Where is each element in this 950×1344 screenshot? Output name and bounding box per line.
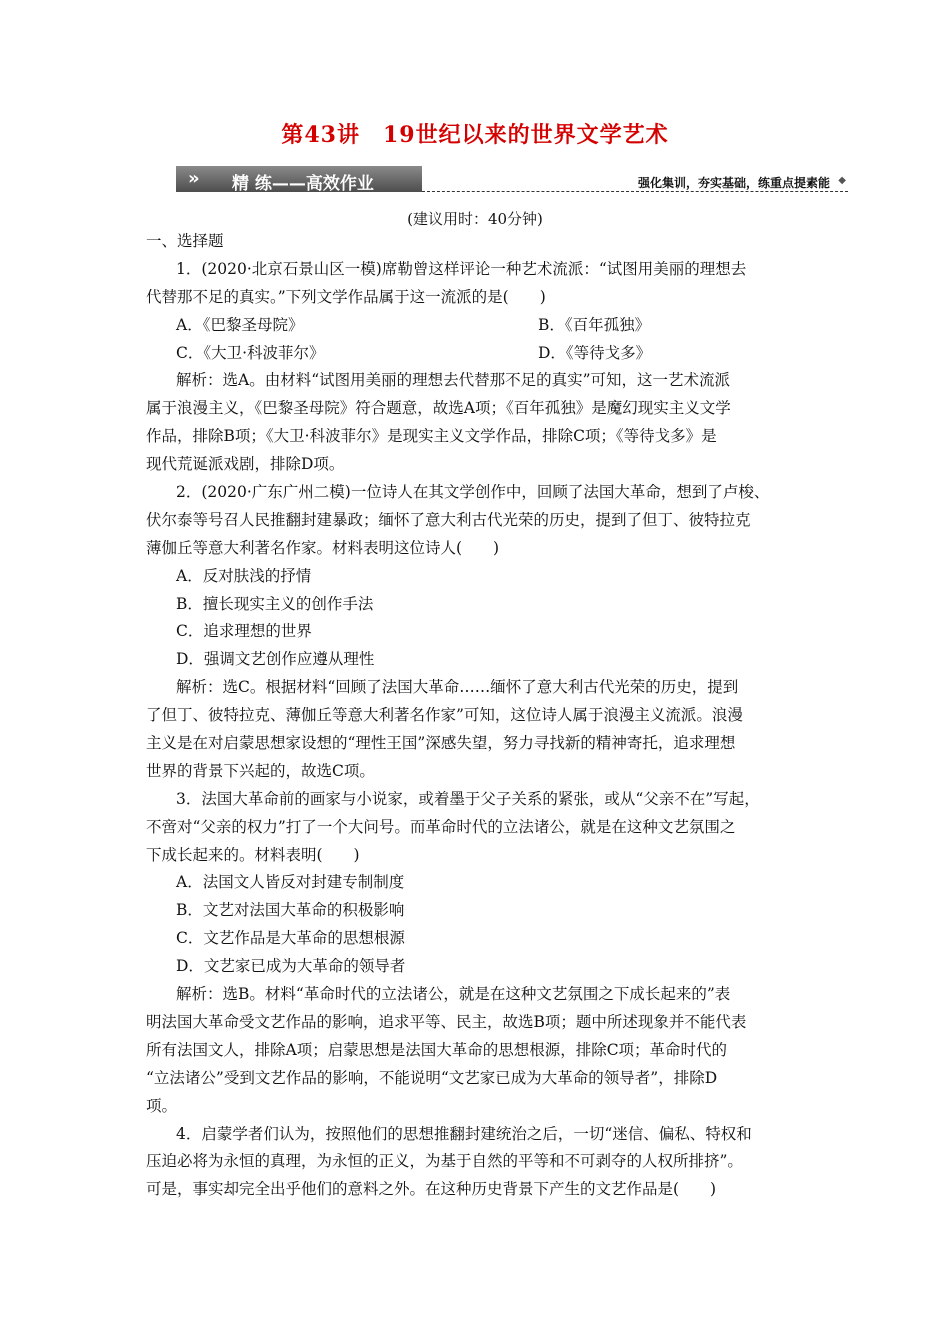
question-stem-line: 伏尔泰等号召人民推翻封建暴政；缅怀了意大利古代光荣的历史，提到了但丁、彼特拉克 (146, 510, 751, 529)
lesson-title: 第43讲 19世纪以来的世界文学艺术 (281, 122, 669, 148)
question-stem-line: 4．启蒙学者们认为，按照他们的思想推翻封建统治之后，一切“迷信、偏私、特权和 (176, 1124, 752, 1143)
option-a: A．法国文人皆反对封建专制制度 (176, 873, 405, 892)
chevron-right-icon: » (188, 168, 200, 189)
banner-label-box (176, 166, 422, 192)
exercise-content (146, 228, 806, 1204)
option-d: D．文艺家已成为大革命的领导者 (176, 957, 406, 976)
option-b: B．《百年孤独》 (538, 315, 651, 334)
analysis-line: 现代荒诞派戏剧，排除D项。 (146, 455, 345, 474)
option-a: A．《巴黎圣母院》 (176, 315, 304, 334)
practice-banner (176, 166, 848, 194)
option-row (146, 340, 806, 368)
banner-slogan: 强化集训，夯实基础，练重点提素能 (637, 176, 830, 190)
question-stem-line: 下成长起来的。材料表明( ) (146, 845, 360, 864)
analysis-line: 解析：选C。根据材料“回顾了法国大革命……缅怀了意大利古代光荣的历史，提到 (176, 678, 739, 697)
analysis-line: 解析：选B。材料“革命时代的立法诸公，就是在这种文艺氛围之下成长起来的”表 (176, 985, 731, 1004)
analysis-line: 所有法国文人，排除A项；启蒙思想是法国大革命的思想根源，排除C项；革命时代的 (146, 1040, 728, 1059)
question-1 (146, 256, 806, 479)
analysis-line: 属于浪漫主义，《巴黎圣母院》符合题意，故选A项；《百年孤独》是魔幻现实主义文学 (146, 399, 731, 418)
analysis-line: 主义是在对启蒙思想家设想的“理性王国”深感失望，努力寻找新的精神寄托，追求理想 (146, 734, 736, 753)
diamond-icon: ◆ (838, 175, 846, 186)
question-stem-line: 压迫必将为永恒的真理，为永恒的正义，为基于自然的平等和不可剥夺的人权所排挤”。 (146, 1152, 743, 1171)
analysis-line: 解析：选A。由材料“试图用美丽的理想去代替那不足的真实”可知，这一艺术流派 (176, 371, 731, 390)
option-a: A．反对肤浅的抒情 (176, 566, 312, 585)
option-b: B．文艺对法国大革命的积极影响 (176, 901, 405, 920)
analysis-line: 世界的背景下兴起的，故选C项。 (146, 761, 375, 780)
question-2 (146, 479, 806, 786)
section-heading: 一、选择题 (146, 232, 224, 250)
question-3 (146, 786, 806, 1121)
question-stem-line: 1．(2020·北京石景山区一模)席勒曾这样评论一种艺术流派：“试图用美丽的理想去 (176, 259, 747, 278)
question-stem-line: 3．法国大革命前的画家与小说家，或着墨于父子关系的紧张，或从“父亲不在”写起， (176, 789, 760, 808)
option-d: D．《等待戈多》 (538, 343, 652, 362)
analysis-line: 了但丁、彼特拉克、薄伽丘等意大利著名作家”可知，这位诗人属于浪漫主义流派。浪漫 (146, 706, 743, 725)
question-stem-line: 代替那不足的真实。”下列文学作品属于这一流派的是( ) (146, 287, 546, 306)
question-4 (146, 1121, 806, 1205)
option-c: C．追求理想的世界 (176, 622, 312, 641)
option-c: C．文艺作品是大革命的思想根源 (176, 929, 405, 948)
question-stem-line: 薄伽丘等意大利著名作家。材料表明这位诗人( ) (146, 538, 500, 557)
option-c: C．《大卫·科波菲尔》 (176, 343, 325, 362)
question-stem-line: 2．(2020·广东广州二模)一位诗人在其文学创作中，回顾了法国大革命，想到了卢梭、 (176, 483, 770, 502)
analysis-line: 明法国大革命受文艺作品的影响，追求平等、民主，故选B项；题中所述现象并不能代表 (146, 1012, 747, 1031)
option-b: B．擅长现实主义的创作手法 (176, 594, 374, 613)
question-stem-line: 不啻对“父亲的权力”打了一个大问号。而革命时代的立法诸公，就是在这种文艺氛围之 (146, 817, 736, 836)
banner-divider (422, 191, 848, 192)
option-d: D．强调文艺创作应遵从理性 (176, 650, 375, 669)
analysis-line: 项。 (146, 1096, 178, 1115)
option-row (146, 312, 806, 340)
banner-label: 精 练——高效作业 (232, 174, 374, 194)
analysis-line: “立法诸公”受到文艺作品的影响，不能说明“文艺家已成为大革命的领导者”，排除D (146, 1068, 718, 1087)
suggested-time: (建议用时：40分钟) (407, 210, 543, 228)
question-stem-line: 可是，事实却完全出乎他们的意料之外。在这种历史背景下产生的文艺作品是( ) (146, 1180, 717, 1199)
analysis-line: 作品，排除B项；《大卫·科波菲尔》是现实主义文学作品，排除C项；《等待戈多》是 (146, 427, 717, 446)
